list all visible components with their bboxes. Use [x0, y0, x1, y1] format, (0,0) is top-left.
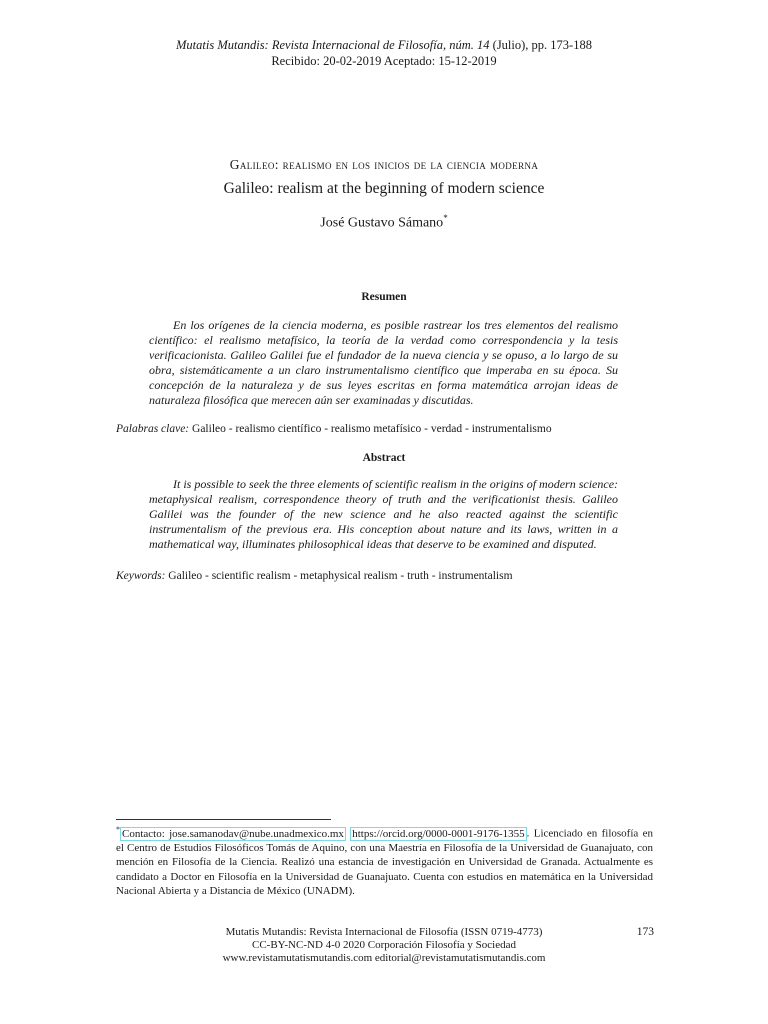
footnote-mark: *	[116, 825, 120, 834]
orcid-link[interactable]: https://orcid.org/0000-0001-9176-1355	[352, 827, 525, 840]
journal-name: Mutatis Mutandis: Revista Internacional de Filosofía, núm. 14	[176, 38, 490, 52]
footnote-bio: . Licenciado en filosofía en el Centro de Estudios Filosóficos Tomás de Aquino, con una Maestría en Filosofía de la Universidad de Guanajuato, con mención en Filosofía de la Ciencia. Realizó una estancia de investigación en Universidad de Granada. Actualmente es candidato a Doctor en Filosofía en la Universidad de Guanajuato. Cuenta con estudios en matemática en la Universidad Nacional Abierta y a Distancia de México (UNADM).	[116, 827, 653, 898]
article-title-english: Galileo: realism at the beginning of modern science	[223, 180, 545, 197]
article-title-spanish: Galileo: realismo en los inicios de la ciencia moderna	[229, 157, 539, 172]
page-number: 173	[636, 926, 654, 938]
contact-email-link[interactable]: Contacto: jose.samanodav@nube.unadmexico.mx	[122, 827, 344, 840]
footnote-divider	[116, 819, 331, 820]
keywords-label: Keywords:	[116, 570, 166, 582]
footer-journal-issn: Mutatis Mutandis: Revista Internacional de Filosofía (ISSN 0719-4773)	[225, 926, 543, 938]
received-accepted-dates: Recibido: 20-02-2019 Aceptado: 15-12-2019	[271, 54, 497, 68]
journal-citation	[0, 38, 768, 53]
abstract-heading: Abstract	[362, 452, 406, 464]
author-footnote-mark[interactable]: *	[443, 213, 448, 223]
palabras-clave-label: Palabras clave:	[116, 423, 190, 435]
author-name	[0, 213, 768, 232]
keywords-list: Galileo - scientific realism - metaphysical realism - truth - instrumentalism	[165, 570, 513, 582]
author-name-text: José Gustavo Sámano	[320, 215, 444, 231]
keywords	[116, 570, 656, 582]
journal-issue-pages: (Julio), pp. 173-188	[489, 38, 592, 52]
palabras-clave-list: Galileo - realismo científico - realismo metafísico - verdad - instrumentalismo	[189, 423, 552, 435]
resumen-paragraph: En los orígenes de la ciencia moderna, es posible rastrear los tres elementos del realismo científico: el realismo metafísico, la teoría de la verdad como correspondencia y la tesis verificacionista. Galileo Galilei fue el fundador de la nueva ciencia y se opuso, a lo largo de su obra, sistemáticamente a un claro instrumentalismo científico que imperaba en su época. Su concepción de la naturaleza y de sus leyes escritas en forma matemática arrojan ideas de naturaleza filosófica que merecen aún ser examinadas y discutidas.	[149, 318, 618, 408]
palabras-clave	[116, 423, 656, 435]
footer-website-email: www.revistamutatismutandis.com editorial@revistamutatismutandis.com	[222, 952, 546, 964]
abstract-paragraph: It is possible to seek the three elements of scientific realism in the origins of modern science: metaphysical realism, correspondence theory of truth and the verificationist thesis. Galileo Galilei was the founder of the new science and he also reacted against the scientific instrumentalism of the previous era. His conception about nature and its laws, written in a mathematical way, illuminates philosophical ideas that deserve to be examined and disputed.	[149, 477, 619, 552]
author-footnote	[116, 823, 653, 899]
footer-license: CC-BY-NC-ND 4-0 2020 Corporación Filosofía y Sociedad	[252, 939, 516, 951]
resumen-heading: Resumen	[361, 291, 407, 303]
